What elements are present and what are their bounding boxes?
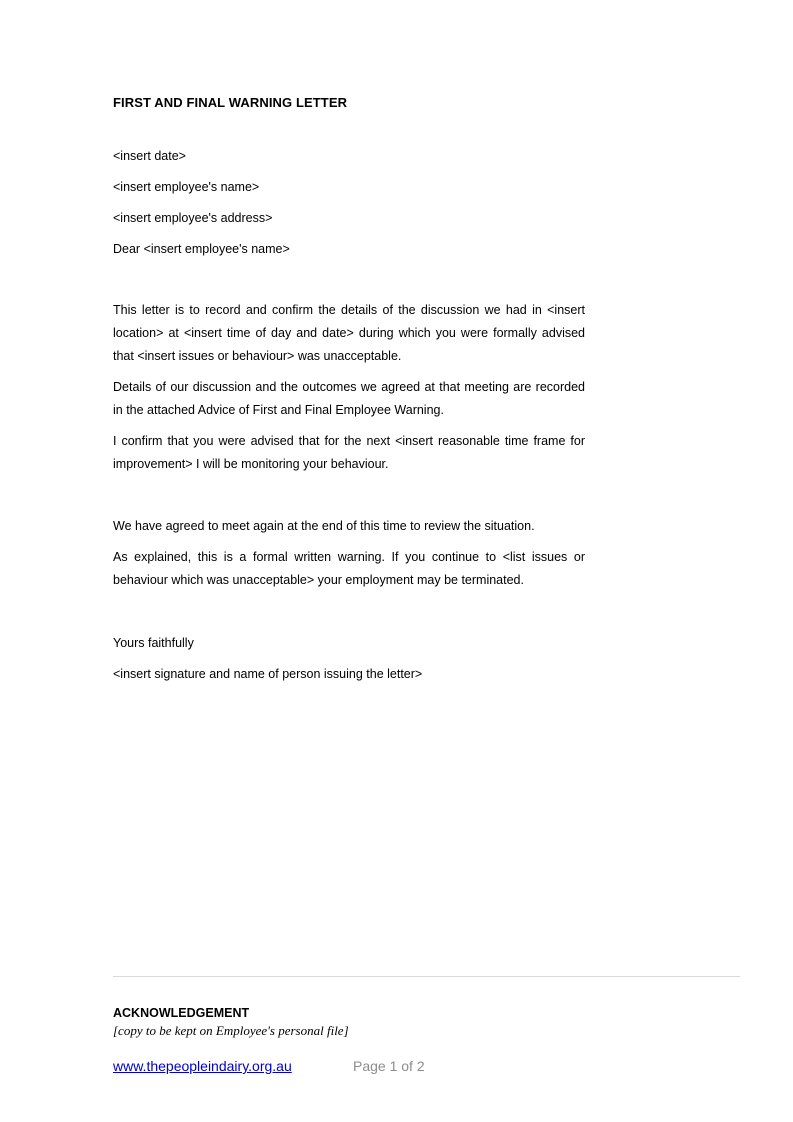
body-paragraph-3: I confirm that you were advised that for the next <insert reasonable time frame for improvement> I will be monitoring your behaviour.: [113, 434, 585, 471]
divider: [113, 976, 740, 977]
acknowledgement-note: [copy to be kept on Employee's personal file]: [113, 1023, 349, 1038]
body-paragraph-1: This letter is to record and confirm the details of the discussion we had in <insert location> at <insert time of day and date> during which you were formally advised that <insert issues or behaviour> was unacceptable.: [113, 303, 585, 363]
page-number: Page 1 of 2: [353, 1058, 425, 1074]
closing: Yours faithfully: [113, 636, 194, 650]
employee-address-placeholder: <insert employee's address>: [113, 211, 273, 225]
signature-placeholder: <insert signature and name of person issuing the letter>: [113, 667, 423, 681]
body-paragraph-4: We have agreed to meet again at the end of this time to review the situation.: [113, 519, 535, 533]
acknowledgement-title: ACKNOWLEDGEMENT: [113, 1006, 250, 1020]
employee-name-placeholder: <insert employee's name>: [113, 180, 260, 194]
salutation: Dear <insert employee's name>: [113, 242, 290, 256]
footer-website-link[interactable]: www.thepeopleindairy.org.au: [113, 1058, 292, 1074]
body-paragraph-2: Details of our discussion and the outcomes we agreed at that meeting are recorded in the attached Advice of First and Final Employee Warning.: [113, 380, 585, 417]
date-placeholder: <insert date>: [113, 149, 186, 163]
letter-title: FIRST AND FINAL WARNING LETTER: [113, 95, 348, 110]
body-paragraph-5: As explained, this is a formal written warning. If you continue to <list issues or behaviour which was unacceptable> your employment may be terminated.: [113, 550, 585, 587]
